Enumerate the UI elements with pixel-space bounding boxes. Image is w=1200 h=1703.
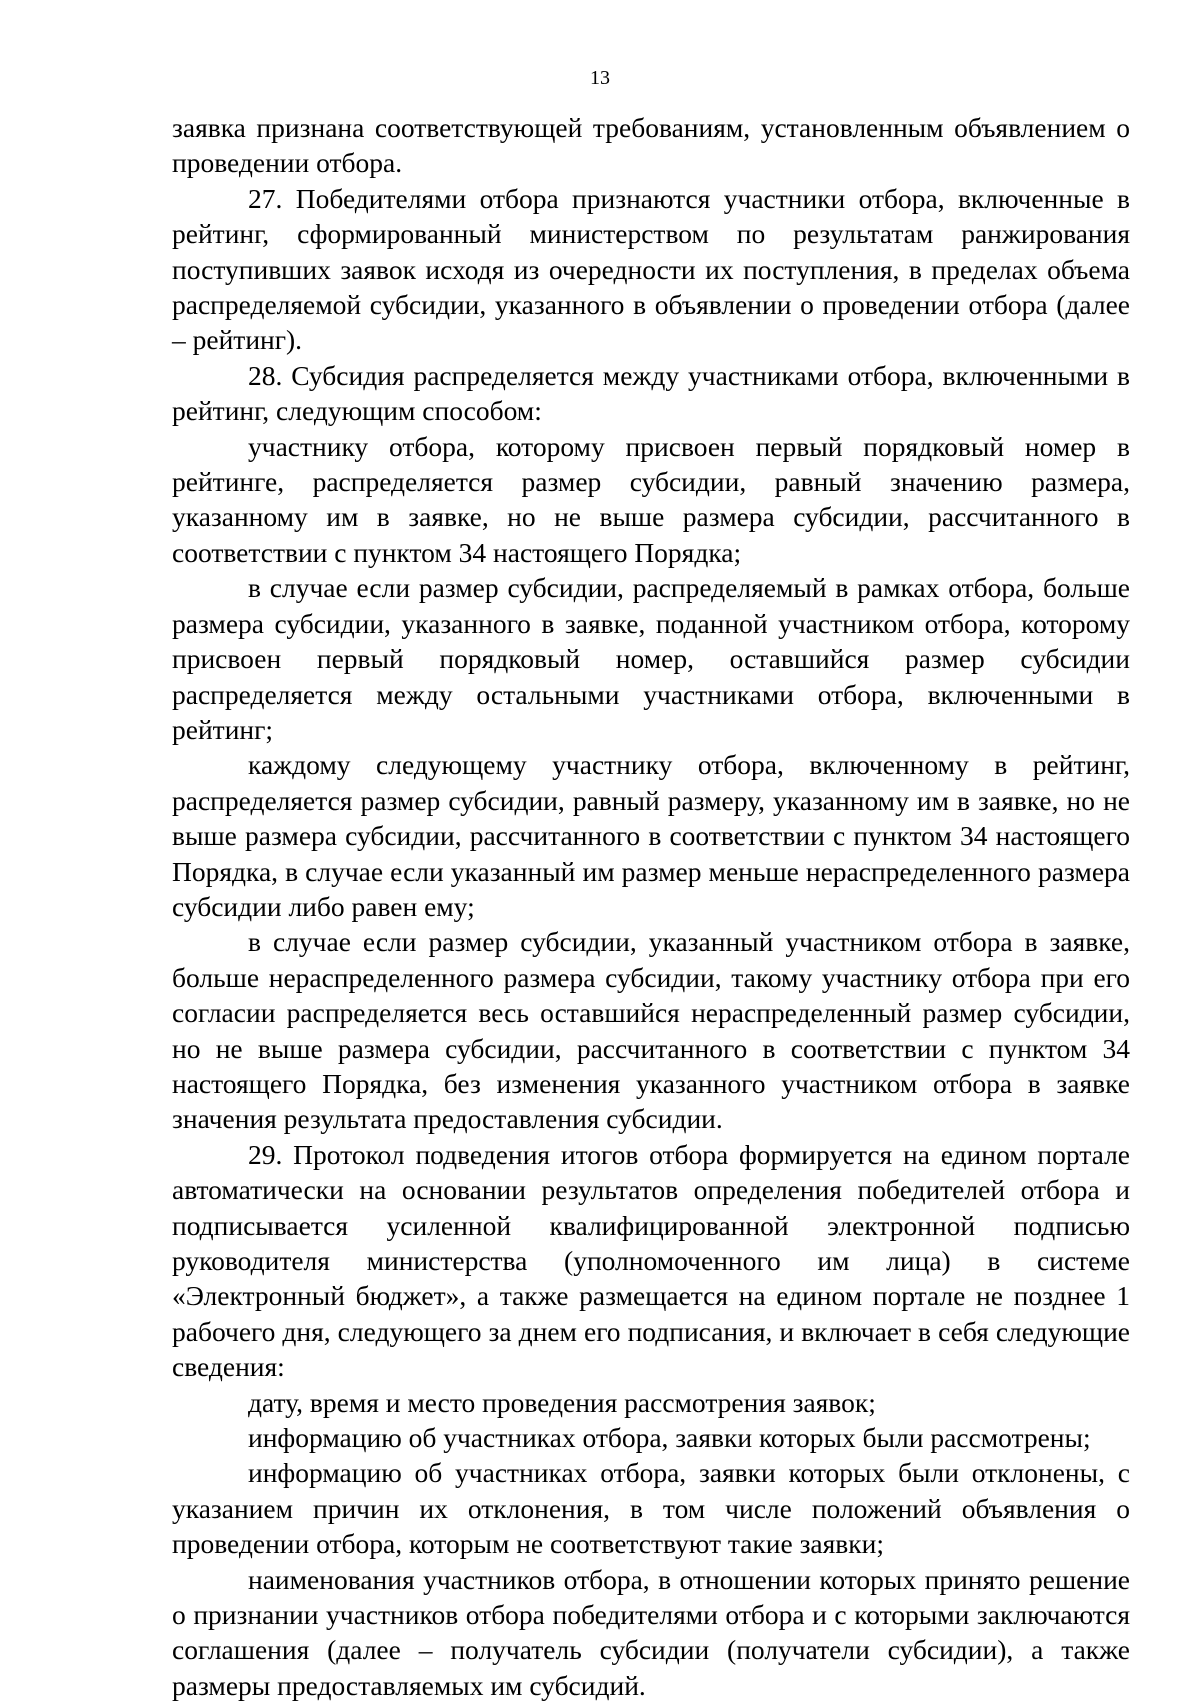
- page-number: 13: [590, 67, 610, 89]
- paragraph: участнику отбора, которому присвоен первый порядковый номер в рейтинге, распределяется размер субсидии, равный значению размера, указанному им в заявке, но не выше размера субсидии, рассчитанного в соответствии с пунктом 34 настоящего Порядка;: [172, 430, 1130, 568]
- paragraph: в случае если размер субсидии, распределяемый в рамках отбора, больше размера субсидии, указанного в заявке, поданной участником отбора, которому присвоен первый порядковый номер, оставшийся размер субсидии распределяется между остальными участниками отбора, включенными в рейтинг;: [172, 572, 1130, 745]
- paragraph: заявка признана соответствующей требованиям, установленным объявлением о проведении отбора.: [172, 112, 1130, 179]
- paragraph: 27. Победителями отбора признаются участники отбора, включенные в рейтинг, сформированный министерством по результатам ранжирования поступивших заявок исходя из очередности их поступления, в пределах объема распределяемой субсидии, указанного в объявлении о проведении отбора (далее – рейтинг).: [172, 182, 1130, 356]
- list-item: информацию об участниках отбора, заявки которых были отклонены, с указанием причин их отклонения, в том числе положений объявления о проведении отбора, которым не соответствуют такие заявки;: [172, 1457, 1130, 1560]
- paragraph: 29. Протокол подведения итогов отбора формируется на едином портале автоматически на основании результатов определения победителей отбора и подписывается усиленной квалифицированной электронной подписью руководителя министерства (уполномоченного им лица) в системе «Электронный бюджет», а также размещается на едином портале не позднее 1 рабочего дня, следующего за днем его подписания, и включает в себя следующие сведения:: [172, 1138, 1130, 1383]
- list-item: наименования участников отбора, в отношении которых принято решение о признании участников отбора победителями отбора и с которыми заключаются соглашения (далее – получатель субсидии (получатели субсидии), а также размеры предоставляемых им субсидий.: [172, 1563, 1130, 1701]
- paragraph: в случае если размер субсидии, указанный участником отбора в заявке, больше нераспределенного размера субсидии, такому участнику отбора при его согласии распределяется весь оставшийся нераспределенный размер субсидии, но не выше размера субсидии, рассчитанного в соответствии с пунктом 34 настоящего Порядка, без изменения указанного участником отбора в заявке значения результата предоставления субсидии.: [172, 926, 1130, 1135]
- list-item: информацию об участниках отбора, заявки которых были рассмотрены;: [248, 1422, 1091, 1454]
- document-body: [172, 110, 1130, 1703]
- paragraph: каждому следующему участнику отбора, включенному в рейтинг, распределяется размер субсидии, равный размеру, указанному им в заявке, но не выше размера субсидии, рассчитанного в соответствии с пунктом 34 настоящего Порядка, в случае если указанный им размер меньше нераспределенного размера субсидии либо равен ему;: [172, 749, 1130, 922]
- paragraph: 28. Субсидия распределяется между участниками отбора, включенными в рейтинг, следующим способом:: [172, 359, 1130, 427]
- list-item: дату, время и место проведения рассмотрения заявок;: [248, 1386, 876, 1418]
